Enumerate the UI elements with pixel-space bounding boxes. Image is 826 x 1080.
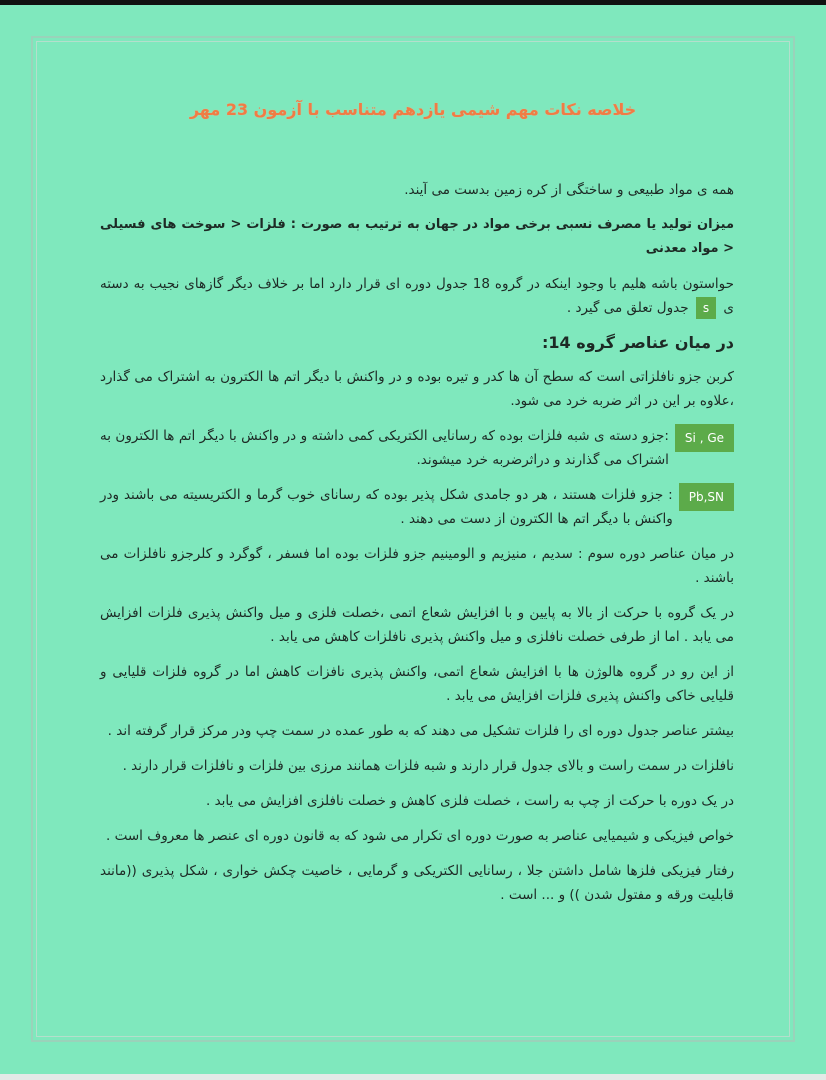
paragraph-13: خواص فیزیکی و شیمیایی عناصر به صورت دوره ای تکرار می شود که به قانون دوره ای عنصر ها معروف است . bbox=[106, 828, 734, 844]
paragraph-5 bbox=[100, 424, 734, 472]
paragraph-12: در یک دوره با حرکت از چپ به راست ، خصلت فلزی کاهش و خصلت نافلزی افزایش می یابد . bbox=[206, 793, 734, 809]
paragraph-3-text-b: جدول تعلق می گیرد . bbox=[566, 300, 689, 316]
paragraph-10: بیشتر عناصر جدول دوره ای را فلزات تشکیل می دهند که به طور عمده در سمت چپ ودر مرکز قرار گرفته اند . bbox=[107, 723, 734, 739]
s-block-chip: s bbox=[696, 297, 716, 319]
pb-sn-chip: Pb,SN bbox=[679, 483, 734, 511]
paragraph-8: در یک گروه با حرکت از بالا به پایین و با افزایش شعاع اتمی ،خصلت فلزی و میل واکنش پذیری فلزات افزایش می یابد . اما از طرفی خصلت نافلزی و میل واکنش پذیری نافلزات کاهش می یابد . bbox=[100, 605, 734, 645]
paragraph-11: نافلزات در سمت راست و بالای جدول قرار دارند و شبه فلزات همانند مرزی بین فلزات و نافلزات قرار دارند . bbox=[122, 758, 734, 774]
paragraph-7: در میان عناصر دوره سوم : سدیم ، منیزیم و الومینیم جزو فلزات بوده اما فسفر ، گوگرد و کلرجزو نافلزات می باشند . bbox=[100, 546, 734, 586]
paragraph-6 bbox=[100, 483, 734, 531]
paragraph-14: رفتار فیزیکی فلزها شامل داشتن جلا ، رسانایی الکتریکی و گرمایی ، خاصیت چکش خواری ، شکل پذیری ((مانند قابلیت ورقه و مفتول شدن )) و ... است . bbox=[100, 863, 734, 903]
paragraph-5-text: :جزو دسته ی شبه فلزات بوده که رسانایی الکتریکی کمی داشته و در واکنش با دیگر اتم ها الکترون به اشتراک می گذارند و دراثرضربه خرد میشوند. bbox=[100, 428, 669, 468]
top-edge bbox=[0, 0, 826, 5]
paragraph-6-text: : جزو فلزات هستند ، هر دو جامدی شکل پذیر بوده که رسانای خوب گرما و الکتریسیته می باشند ودر واکنش با دیگر اتم ها الکترون از دست می دهند . bbox=[100, 487, 673, 527]
document-body bbox=[100, 178, 734, 918]
section-heading: در میان عناصر گروه 14: bbox=[541, 333, 734, 352]
si-ge-chip: Si , Ge bbox=[675, 424, 734, 452]
paragraph-4: کربن جزو نافلزاتی است که سطح آن ها کدر و تیره بوده و در واکنش با دیگر اتم ها الکترون به اشتراک می گذارد ،علاوه بر این در اثر ضربه خرد می شود. bbox=[100, 369, 734, 409]
document-title: خلاصه نکات مهم شیمی یازدهم متناسب با آزمون 23 مهر bbox=[189, 100, 637, 119]
paragraph-1: همه ی مواد طبیعی و ساختگی از کره زمین بدست می آیند. bbox=[404, 182, 734, 198]
bottom-edge bbox=[0, 1074, 826, 1080]
paragraph-3-text-a: حواستون باشه هلیم با وجود اینکه در گروه 18 جدول دوره ای قرار دارد اما بر خلاف دیگر گازهای نجیب به دسته ی bbox=[100, 276, 734, 316]
paragraph-3 bbox=[100, 272, 734, 320]
paragraph-9: از این رو در گروه هالوژن ها با افزایش شعاع اتمی، واکنش پذیری نافزات کاهش اما در گروه فلزات قلیایی و قلیایی خاکی واکنش پذیری فلزات افزایش می یابد . bbox=[100, 664, 734, 704]
paragraph-2: میزان تولید یا مصرف نسبی برخی مواد در جهان به ترتیب به صورت : فلزات < سوخت های فسیلی < مواد معدنی bbox=[100, 217, 734, 256]
